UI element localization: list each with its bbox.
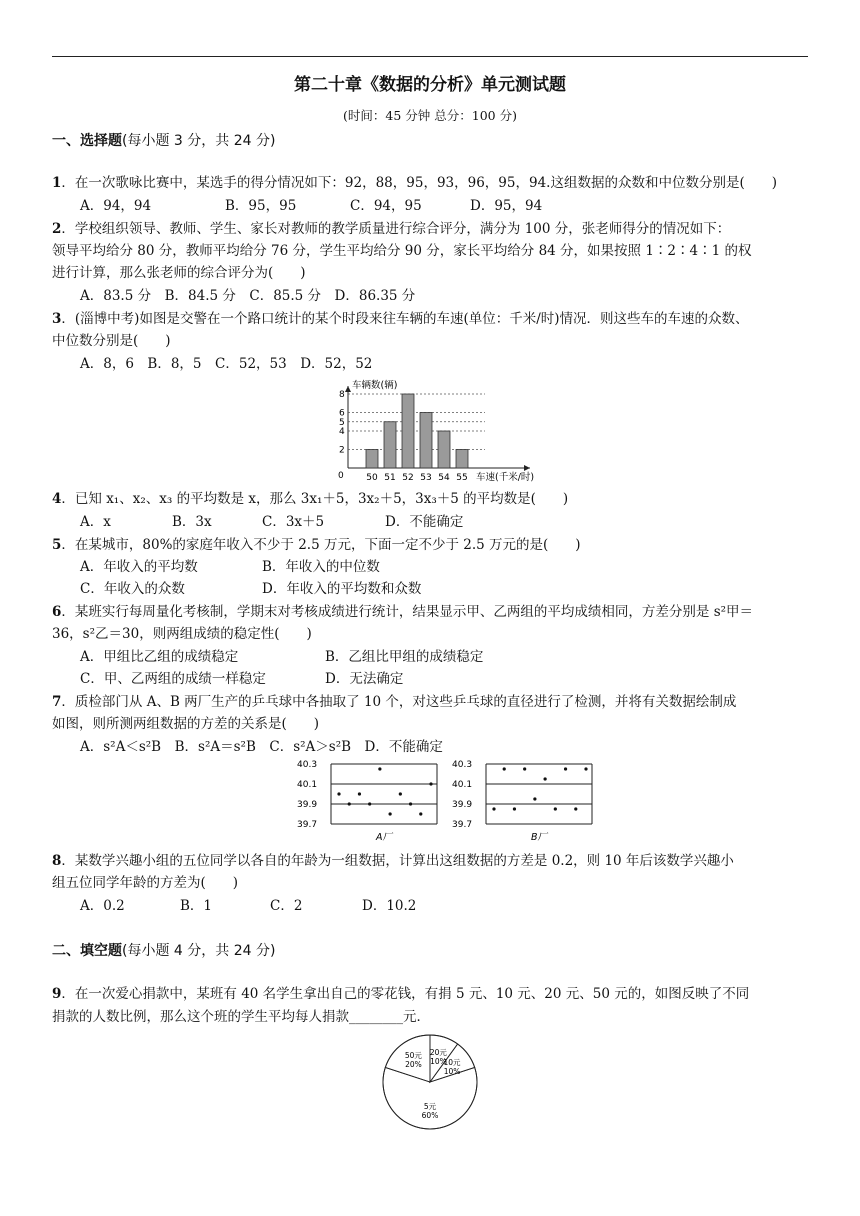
section-1-note: (每小题 3 分，共 24 分) bbox=[122, 133, 276, 149]
y-tick-label: 40.1 bbox=[452, 780, 473, 790]
option-b: B．年收入的中位数 bbox=[262, 559, 380, 575]
y-tick-label: 39.9 bbox=[452, 800, 473, 810]
question-number: 5 bbox=[52, 537, 62, 553]
data-point bbox=[368, 802, 371, 805]
option-a: A．甲组比乙组的成绩稳定 bbox=[80, 649, 239, 665]
y-tick-label: 39.7 bbox=[452, 820, 473, 830]
bar bbox=[402, 394, 414, 468]
section-1-title: 一、选择题 bbox=[52, 133, 122, 149]
y-axis-arrow bbox=[345, 386, 351, 392]
x-tick-label: 50 bbox=[366, 473, 378, 483]
data-point bbox=[378, 767, 381, 770]
x-tick-label: 53 bbox=[420, 473, 432, 483]
question-number: 4 bbox=[52, 491, 62, 507]
y-axis-label: 车辆数(辆) bbox=[352, 380, 398, 391]
question-8-line-2: 组五位同学年龄的方差为( ) bbox=[52, 875, 239, 891]
question-4 bbox=[52, 490, 812, 508]
y-tick-label: 40.3 bbox=[452, 760, 473, 770]
question-1 bbox=[52, 174, 812, 192]
option-b: B．1 bbox=[180, 898, 213, 914]
chart-title: A厂 bbox=[376, 832, 392, 843]
data-point bbox=[544, 777, 547, 780]
question-text: ．在一次歌咏比赛中，某选手的得分情况如下：92，88，95，93，96，95，94.这组数据的众数和中位数分别是( ) bbox=[61, 175, 777, 191]
question-6 bbox=[52, 603, 812, 621]
question-number: 7 bbox=[52, 694, 62, 710]
question-8 bbox=[52, 852, 812, 870]
question-text-line-1: ．在一次爱心捐款中，某班有 40 名学生拿出自己的零花钱，有捐 5 元、10 元、20 元、50 元的，如图反映了不同 bbox=[61, 986, 750, 1002]
origin-label: 0 bbox=[338, 471, 344, 481]
question-number: 2 bbox=[52, 221, 62, 237]
question-7-options: A．s²A＜s²B B．s²A＝s²B C．s²A＞s²B D．不能确定 bbox=[80, 739, 443, 755]
question-text-line-1: ．(淄博中考)如图是交警在一个路口统计的某个时段来往车辆的车速(单位：千米/时)情况．则这些车的车速的众数、 bbox=[61, 311, 749, 327]
question-text-line-1: ．某数学兴趣小组的五位同学以各自的年龄为一组数据，计算出这组数据的方差是 0.2，则 10 年后该数学兴趣小 bbox=[61, 853, 734, 869]
question-text: ．已知 x₁、x₂、x₃ 的平均数是 x，那么 3x₁＋5，3x₂＋5，3x₃＋5 的平均数是( ) bbox=[61, 491, 569, 507]
section-1-heading bbox=[52, 130, 275, 150]
option-d: D．不能确定 bbox=[385, 514, 464, 530]
question-2 bbox=[52, 220, 812, 238]
slice-label: 50元 bbox=[404, 1051, 422, 1061]
x-tick-label: 51 bbox=[384, 473, 396, 483]
data-point bbox=[348, 802, 351, 805]
option-d: D．年收入的平均数和众数 bbox=[262, 581, 422, 597]
data-point bbox=[564, 767, 567, 770]
data-point bbox=[389, 812, 392, 815]
data-point bbox=[337, 792, 340, 795]
x-tick-label: 55 bbox=[456, 473, 468, 483]
question-2-line-3: 进行计算，那么张老师的综合评分为( ) bbox=[52, 265, 306, 281]
bar bbox=[384, 422, 396, 468]
data-point bbox=[358, 792, 361, 795]
slice-percent: 10% bbox=[430, 1057, 447, 1067]
speed-bar-chart bbox=[320, 372, 560, 488]
data-point bbox=[513, 807, 516, 810]
question-number: 1 bbox=[52, 175, 62, 191]
data-point bbox=[503, 767, 506, 770]
data-point bbox=[523, 767, 526, 770]
option-d: D．10.2 bbox=[362, 898, 417, 914]
data-point bbox=[584, 767, 587, 770]
option-a: A．94，94 bbox=[80, 198, 152, 214]
slice-percent: 60% bbox=[421, 1111, 439, 1121]
question-number: 6 bbox=[52, 604, 62, 620]
y-tick-label: 39.7 bbox=[297, 820, 318, 830]
option-b: B．95，95 bbox=[225, 198, 297, 214]
option-c: C．2 bbox=[270, 898, 303, 914]
question-9-line-2: 捐款的人数比例，那么这个班的学生平均每人捐款________元． bbox=[52, 1009, 430, 1025]
y-tick-label: 4 bbox=[339, 427, 345, 437]
x-axis-arrow bbox=[524, 465, 530, 471]
y-tick-label: 39.9 bbox=[297, 800, 318, 810]
question-number: 9 bbox=[52, 986, 62, 1002]
question-5 bbox=[52, 536, 812, 554]
question-text-line-1: ．某班实行每周量化考核制，学期末对考核成绩进行统计，结果显示甲、乙两组的平均成绩相同，方差分别是 s²甲＝ bbox=[61, 604, 754, 620]
donation-pie-chart bbox=[375, 1030, 485, 1135]
question-2-line-2: 领导平均给分 80 分，教师平均给分 76 分，学生平均给分 90 分，家长平均给分 84 分，如果按照 1∶2∶4∶1 的权 bbox=[52, 243, 752, 259]
x-axis-label: 车速(千米/时) bbox=[476, 472, 535, 483]
page-subtitle: (时间：45 分钟 总分：100 分) bbox=[343, 108, 517, 123]
y-tick-label: 40.3 bbox=[297, 760, 318, 770]
option-d: D．无法确定 bbox=[325, 671, 404, 687]
data-point bbox=[492, 807, 495, 810]
y-tick-label: 40.1 bbox=[297, 780, 318, 790]
data-point bbox=[419, 812, 422, 815]
question-7-line-2: 如图，则所测两组数据的方差的关系是( ) bbox=[52, 716, 320, 732]
option-c: C．甲、乙两组的成绩一样稳定 bbox=[80, 671, 266, 687]
question-3-options: A．8，6 B．8，5 C．52，53 D．52，52 bbox=[80, 356, 373, 372]
question-7 bbox=[52, 693, 812, 711]
x-tick-label: 54 bbox=[438, 473, 450, 483]
top-rule bbox=[52, 56, 808, 57]
page-title: 第二十章《数据的分析》单元测试题 bbox=[294, 75, 566, 95]
option-b: B．3x bbox=[172, 514, 212, 530]
option-b: B．乙组比甲组的成绩稳定 bbox=[325, 649, 484, 665]
question-6-line-2: 36，s²乙＝30，则两组成绩的稳定性( ) bbox=[52, 626, 312, 642]
question-3-line-2: 中位数分别是( ) bbox=[52, 333, 171, 349]
y-tick-label: 5 bbox=[339, 417, 345, 428]
option-d: D．95，94 bbox=[470, 198, 543, 214]
factory-b-scatter bbox=[450, 758, 600, 848]
section-2-heading bbox=[52, 940, 275, 960]
question-text-line-1: ．质检部门从 A、B 两厂生产的乒乓球中各抽取了 10 个，对这些乒乓球的直径进行了检测，并将有关数据绘制成 bbox=[61, 694, 737, 710]
slice-percent: 20% bbox=[405, 1060, 422, 1070]
data-point bbox=[409, 802, 412, 805]
option-c: C．94，95 bbox=[350, 198, 422, 214]
chart-title: B厂 bbox=[530, 832, 548, 843]
option-a: A．年收入的平均数 bbox=[80, 559, 198, 575]
factory-a-scatter bbox=[295, 758, 445, 848]
question-number: 8 bbox=[52, 853, 62, 869]
bar bbox=[366, 450, 378, 469]
bar bbox=[438, 431, 450, 468]
question-2-options: A．83.5 分 B．84.5 分 C．85.5 分 D．86.35 分 bbox=[80, 288, 416, 304]
data-point bbox=[533, 797, 536, 800]
data-point bbox=[554, 807, 557, 810]
question-text-line-1: ．学校组织领导、教师、学生、家长对教师的教学质量进行综合评分，满分为 100 分，张老师得分的情况如下： bbox=[61, 221, 731, 237]
data-point bbox=[574, 807, 577, 810]
question-number: 3 bbox=[52, 311, 62, 327]
section-2-title: 二、填空题 bbox=[52, 943, 122, 959]
option-a: A．0.2 bbox=[80, 898, 125, 914]
section-2-note: (每小题 4 分，共 24 分) bbox=[122, 943, 276, 959]
question-3 bbox=[52, 310, 812, 328]
data-point bbox=[399, 792, 402, 795]
slice-label: 20元 bbox=[429, 1048, 447, 1058]
y-tick-label: 6 bbox=[339, 408, 345, 419]
data-point bbox=[429, 782, 432, 785]
option-a: A．x bbox=[80, 514, 111, 530]
slice-percent: 10% bbox=[443, 1066, 461, 1076]
question-text: ．在某城市，80%的家庭年收入不少于 2.5 万元，下面一定不少于 2.5 万元的是( ) bbox=[61, 537, 581, 553]
option-c: C．年收入的众数 bbox=[80, 581, 185, 597]
bar bbox=[456, 450, 468, 469]
slice-label: 10元 bbox=[443, 1057, 461, 1067]
y-tick-label: 2 bbox=[339, 445, 345, 456]
option-c: C．3x＋5 bbox=[262, 514, 325, 530]
x-tick-label: 52 bbox=[402, 473, 414, 483]
question-9 bbox=[52, 985, 812, 1003]
y-tick-label: 8 bbox=[339, 390, 345, 400]
bar bbox=[420, 413, 432, 469]
slice-label: 5元 bbox=[423, 1102, 437, 1112]
